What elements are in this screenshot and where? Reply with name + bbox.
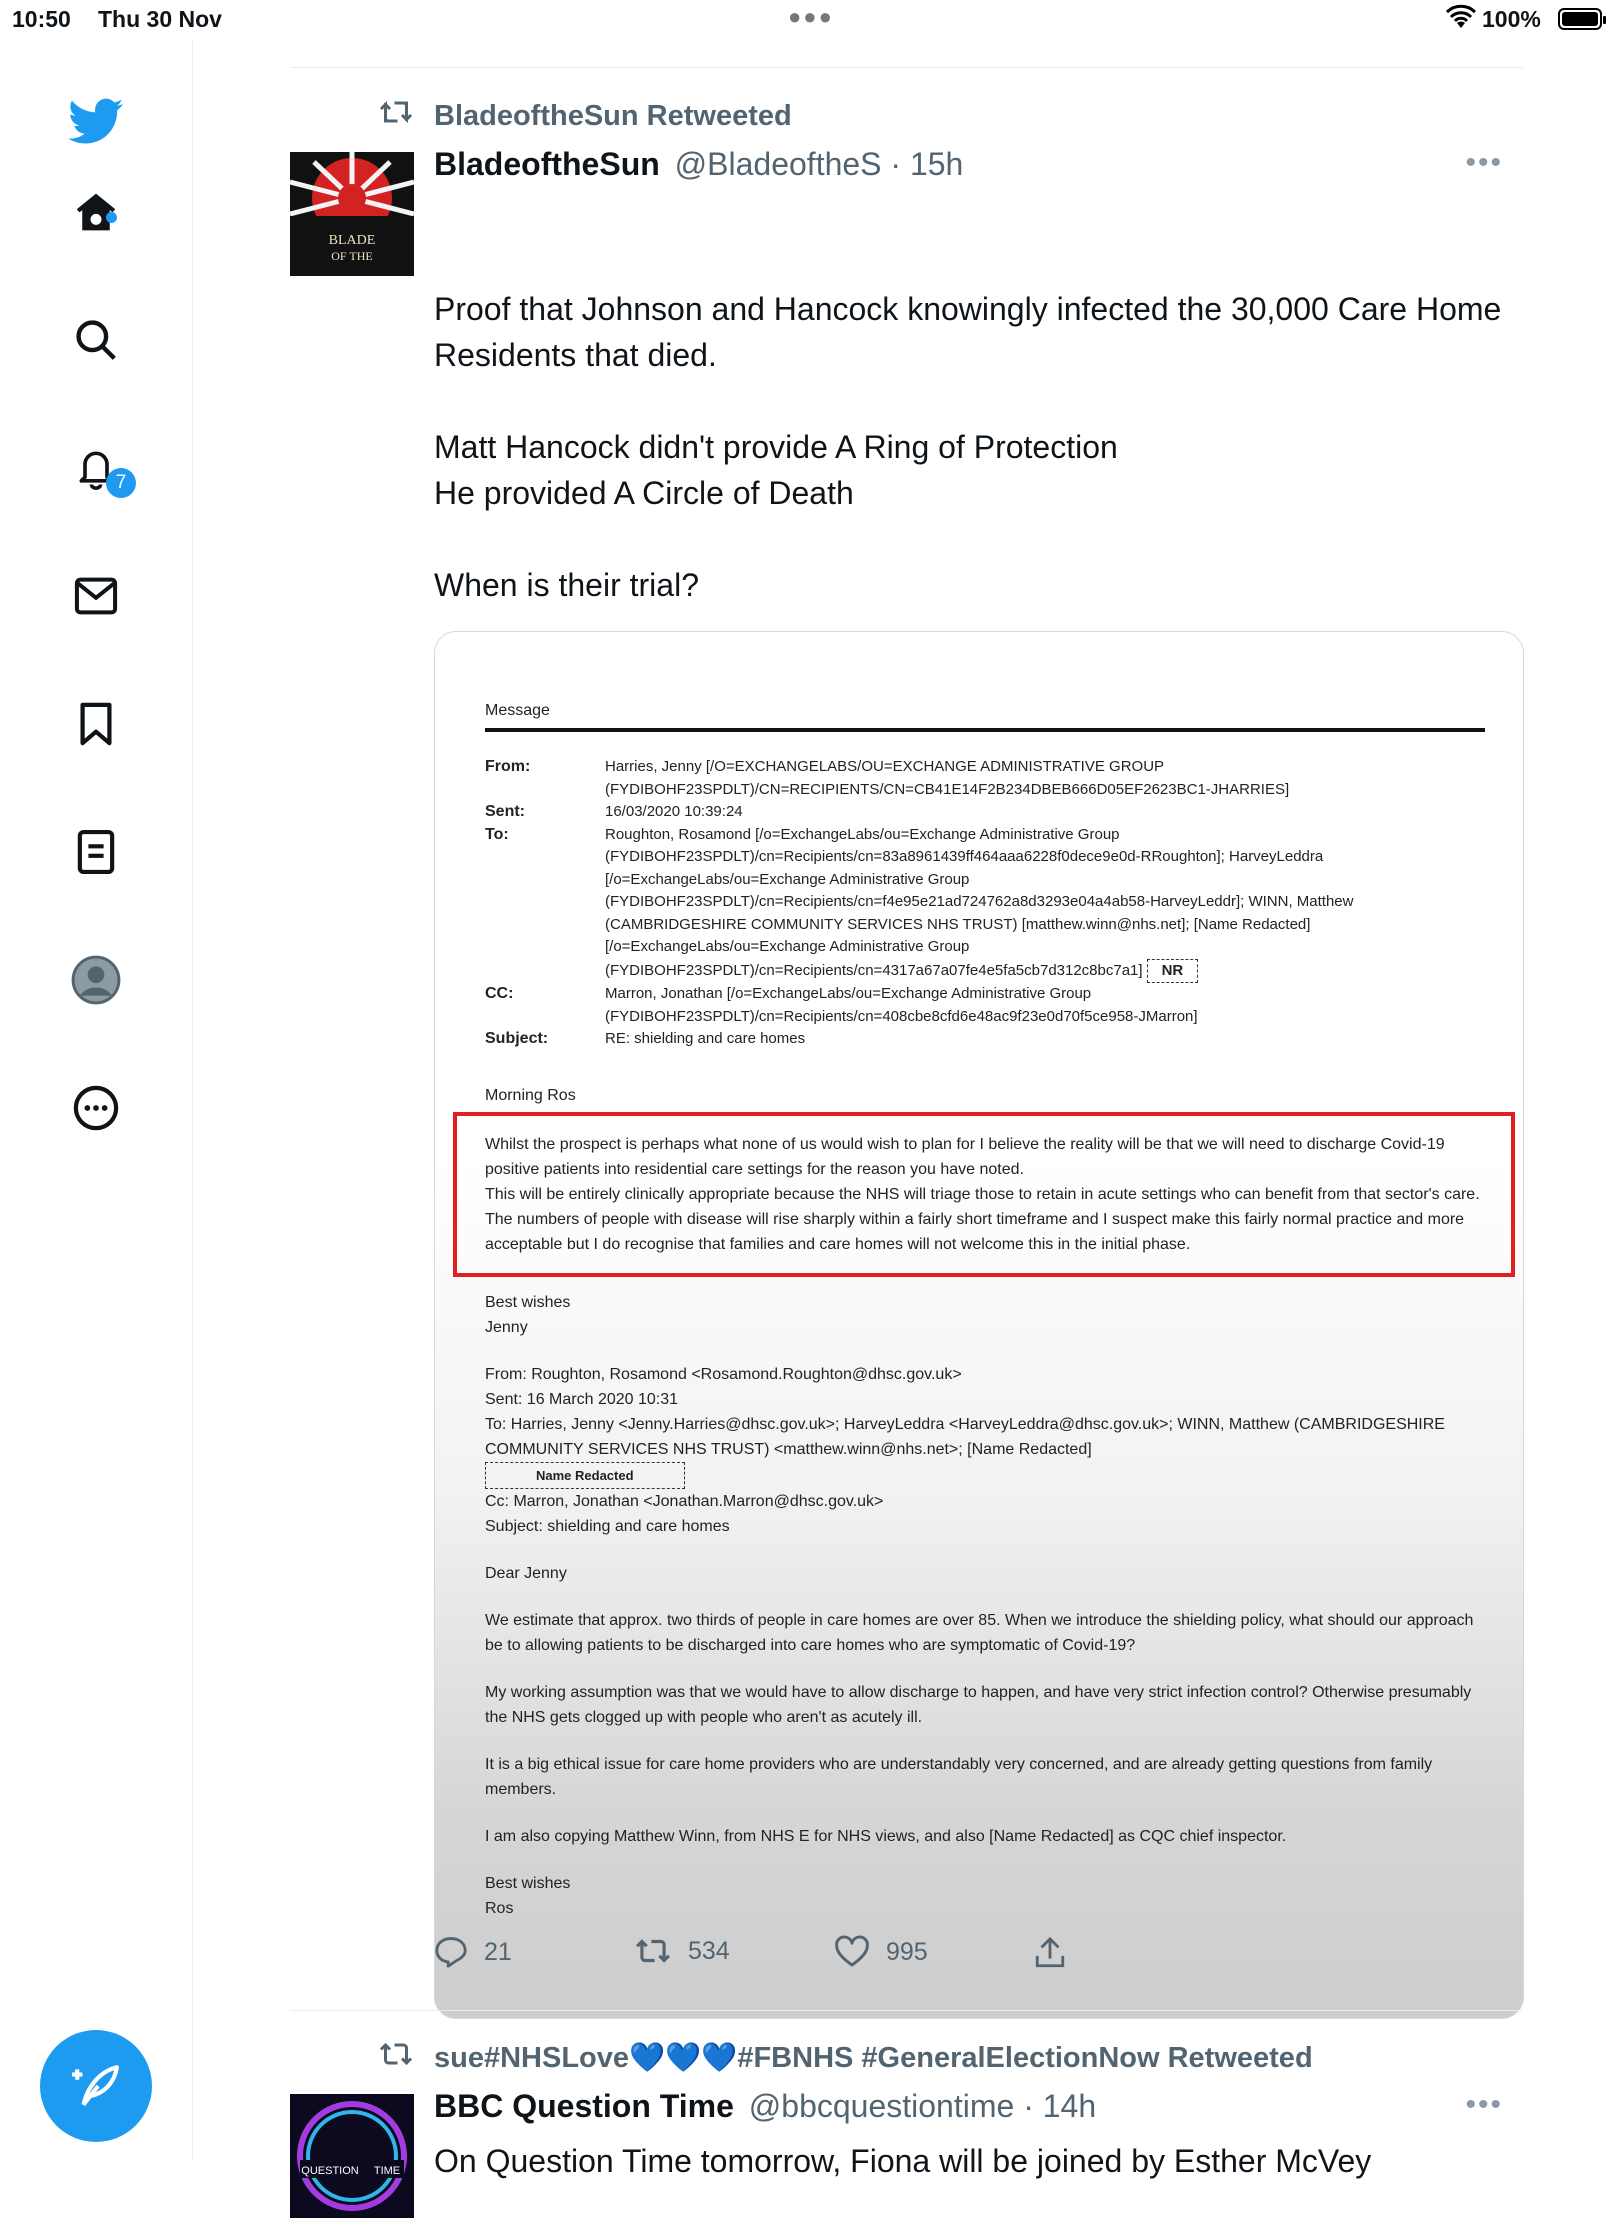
tweet-text bbox=[434, 286, 1514, 608]
tweet[interactable] bbox=[290, 96, 1523, 1996]
tweet-line: On Question Time tomorrow, Fiona will be joined by Esther McVey bbox=[434, 2143, 1372, 2179]
tweet-divider bbox=[290, 2010, 1523, 2011]
retweeted-by-text[interactable]: sue#NHSLove💙💙💙#FBNHS #GeneralElectionNow Retweeted bbox=[434, 2042, 1313, 2074]
tweet-header bbox=[434, 2088, 1096, 2125]
retweet-button[interactable] bbox=[634, 1936, 730, 1966]
header-key: From: bbox=[485, 758, 531, 775]
header-key: CC: bbox=[485, 985, 514, 1002]
retweeted-by-row bbox=[378, 2038, 1313, 2078]
retweet-icon bbox=[378, 98, 414, 134]
more-options-icon[interactable] bbox=[64, 1076, 128, 1140]
header-cc bbox=[485, 983, 1485, 1028]
body-paragraph: It is a big ethical issue for care home providers who are understandably very concerned, and are already getting questions from family members. bbox=[485, 1756, 1433, 1798]
quoted-subject: Subject: shielding and care homes bbox=[485, 1518, 730, 1535]
header-subject bbox=[485, 1028, 1485, 1051]
retweet-count: 534 bbox=[688, 1936, 730, 1965]
messages-envelope-icon[interactable] bbox=[64, 564, 128, 628]
reply-count: 21 bbox=[484, 1937, 512, 1966]
tweet-line: Proof that Johnson and Hancock knowingly infected the 30,000 Care Home Residents that died. bbox=[434, 291, 1502, 373]
document-rule bbox=[485, 728, 1485, 732]
highlight-paragraph: The numbers of people with disease will rise sharply within a fairly short timeframe and I suspect make this fairly normal practice and more acceptable but I do recognise that families and care homes will not welcome this in the initial phase. bbox=[485, 1211, 1465, 1253]
quoted-sent: Sent: 16 March 2020 10:31 bbox=[485, 1391, 679, 1408]
signoff: Best wishes bbox=[485, 1294, 571, 1311]
tweet-timestamp[interactable]: · 14h bbox=[1023, 2088, 1097, 2124]
tweet-line: Matt Hancock didn't provide A Ring of Protection bbox=[434, 429, 1118, 465]
salutation: Dear Jenny bbox=[485, 1565, 567, 1582]
header-key: Sent: bbox=[485, 803, 525, 820]
status-time: 10:50 bbox=[12, 6, 71, 32]
tweet-line bbox=[434, 516, 1514, 562]
bookmarks-icon[interactable] bbox=[64, 692, 128, 756]
tweet-more-icon[interactable]: ••• bbox=[1465, 146, 1503, 179]
avatar[interactable] bbox=[290, 2094, 414, 2218]
author-handle[interactable]: @BladeoftheS bbox=[674, 146, 882, 182]
multitasking-dots-icon[interactable]: ●●● bbox=[788, 4, 834, 29]
quoted-name-redacted bbox=[485, 1462, 1485, 1489]
share-button[interactable] bbox=[1034, 1936, 1066, 1970]
tweet-media-image[interactable] bbox=[434, 631, 1524, 2019]
like-button[interactable] bbox=[834, 1936, 928, 1968]
profile-avatar-icon[interactable] bbox=[64, 948, 128, 1012]
tweet-timestamp[interactable]: · 15h bbox=[890, 146, 964, 182]
header-value: 16/03/2020 10:39:24 bbox=[605, 803, 743, 820]
header-value: Harries, Jenny [/O=EXCHANGELABS/OU=EXCHANGE ADMINISTRATIVE GROUP (FYDIBOHF23SPDLT)/CN=RECIPIENTS/CN=CB41E14F2B234DBEB666D05EF2623BC1-JHARRIES] bbox=[605, 758, 1290, 798]
status-bar bbox=[0, 0, 1620, 40]
timeline-top-divider bbox=[290, 67, 1523, 68]
body-paragraph: We estimate that approx. two thirds of people in care homes are over 85. When we introduce the shielding policy, what should our approach be to allowing patients to be discharged into care homes who are symptomatic of Covid-19? bbox=[485, 1612, 1474, 1654]
tweet-line: He provided A Circle of Death bbox=[434, 475, 854, 511]
search-icon[interactable] bbox=[64, 308, 128, 372]
tweet-line bbox=[434, 378, 1514, 424]
header-key: To: bbox=[485, 825, 509, 843]
heart-icon bbox=[834, 1936, 870, 1968]
quoted-from: From: Roughton, Rosamond <Rosamond.Roughton@dhsc.gov.uk> bbox=[485, 1366, 962, 1383]
avatar[interactable] bbox=[290, 152, 414, 276]
quoted-cc: Cc: Marron, Jonathan <Jonathan.Marron@dhsc.gov.uk> bbox=[485, 1493, 884, 1510]
signoff-name: Jenny bbox=[485, 1319, 528, 1336]
reply-icon bbox=[434, 1936, 468, 1968]
header-from bbox=[485, 756, 1485, 801]
tweet-actions bbox=[434, 1936, 1434, 1986]
sidebar bbox=[0, 40, 193, 2160]
greeting: Morning Ros bbox=[485, 1086, 576, 1104]
body-paragraph: I am also copying Matthew Winn, from NHS E for NHS views, and also [Name Redacted] as CQC chief inspector. bbox=[485, 1828, 1287, 1845]
name-redacted-box: Name Redacted bbox=[485, 1462, 685, 1489]
to-text: Roughton, Rosamond [/o=ExchangeLabs/ou=Exchange Administrative Group (FYDIBOHF23SPDLT)/cn=Recipients/cn=83a8961439ff464aaa6228f0dece9e0d-RRoughton]; HarveyLeddra [/o=ExchangeLabs/ou=Exchange Administrative Group (FYDIBOHF23SPDLT)/cn=Recipients/cn=f4e95e21ad724762a8d3293e04a4ab58-HarveyLeddr]; WINN, Matthew (CAMBRIDGESHIRE COMMUNITY SERVICES NHS TRUST) [matthew.winn@nhs.net]; [Name Redacted] [/o=ExchangeLabs/ou=Exchange Administrative Group (FYDIBOHF23SPDLT)/cn=Recipients/cn=4317a67a07fe4e5fa5cb7d312c8bc7a1] bbox=[605, 825, 1354, 979]
author-name[interactable]: BladeoftheSun bbox=[434, 146, 660, 182]
tweet[interactable] bbox=[290, 2038, 1523, 2179]
author-handle[interactable]: @bbcquestiontime bbox=[748, 2088, 1015, 2124]
retweeted-by-row bbox=[378, 96, 792, 136]
header-value: Marron, Jonathan [/o=ExchangeLabs/ou=Exchange Administrative Group (FYDIBOHF23SPDLT)/cn=Recipients/cn=408cbe8cfd6e48ac9f23e0d70f5ce958-JMarron] bbox=[605, 985, 1198, 1025]
email-document bbox=[485, 702, 1485, 1917]
retweet-icon bbox=[634, 1936, 672, 1966]
retweet-icon bbox=[378, 2040, 414, 2076]
body-paragraph: My working assumption was that we would have to allow discharge to happen, and have very strict infection control? Otherwise presumably the NHS gets clogged up with people who aren't as acutely ill. bbox=[485, 1684, 1472, 1726]
battery-icon bbox=[1558, 8, 1602, 30]
battery-percent: 100% bbox=[1482, 6, 1541, 32]
twitter-logo-icon[interactable] bbox=[64, 90, 128, 154]
nr-redaction: NR bbox=[1147, 959, 1199, 984]
avatar-text-line2: TIME bbox=[373, 2165, 401, 2177]
header-to bbox=[485, 824, 1485, 984]
home-unread-dot bbox=[106, 212, 117, 223]
signoff: Best wishes bbox=[485, 1875, 571, 1892]
share-icon bbox=[1034, 1936, 1066, 1970]
tweet-line: When is their trial? bbox=[434, 567, 699, 603]
email-headers bbox=[485, 756, 1485, 1051]
home-icon[interactable] bbox=[64, 180, 128, 244]
notification-badge: 7 bbox=[106, 468, 136, 498]
highlight-paragraph: This will be entirely clinically appropriate because the NHS will triage those to retain in acute settings who can benefit from that sector's care. bbox=[485, 1186, 1480, 1203]
header-value: RE: shielding and care homes bbox=[605, 1030, 806, 1047]
header-value bbox=[605, 824, 1485, 984]
compose-tweet-button[interactable] bbox=[40, 2030, 152, 2142]
signoff-name: Ros bbox=[485, 1900, 514, 1917]
quoted-to: To: Harries, Jenny <Jenny.Harries@dhsc.gov.uk>; HarveyLeddra <HarveyLeddra@dhsc.gov.uk>; WINN, Matthew (CAMBRIDGESHIRE COMMUNITY SERVICES NHS TRUST) <matthew.winn@nhs.net>; [Name Redacted] bbox=[485, 1416, 1445, 1458]
lists-icon[interactable] bbox=[64, 820, 128, 884]
message-label: Message bbox=[485, 702, 550, 719]
email-body-continued bbox=[485, 1290, 1485, 1921]
avatar-text-line2: OF THE bbox=[331, 249, 373, 263]
reply-button[interactable] bbox=[434, 1936, 512, 1968]
avatar-text-line1: BLADE bbox=[328, 233, 376, 248]
header-sent bbox=[485, 801, 1485, 824]
tweet-text bbox=[434, 2138, 1514, 2184]
highlight-paragraph: Whilst the prospect is perhaps what none of us would wish to plan for I believe the reality will be that we will need to discharge Covid-19 positive patients into residential care settings for the reason you have noted. bbox=[485, 1136, 1445, 1178]
tweet-more-icon[interactable]: ••• bbox=[1465, 2088, 1503, 2121]
avatar-text-line1: QUESTION bbox=[301, 2165, 359, 2177]
wifi-icon bbox=[1446, 6, 1476, 36]
tweet-header bbox=[434, 146, 963, 183]
retweeted-by-text[interactable]: BladeoftheSun Retweeted bbox=[434, 99, 792, 132]
header-key: Subject: bbox=[485, 1030, 549, 1047]
status-date: Thu 30 Nov bbox=[98, 6, 222, 32]
highlighted-passage bbox=[453, 1112, 1515, 1277]
like-count: 995 bbox=[886, 1937, 928, 1966]
author-name[interactable]: BBC Question Time bbox=[434, 2088, 734, 2124]
